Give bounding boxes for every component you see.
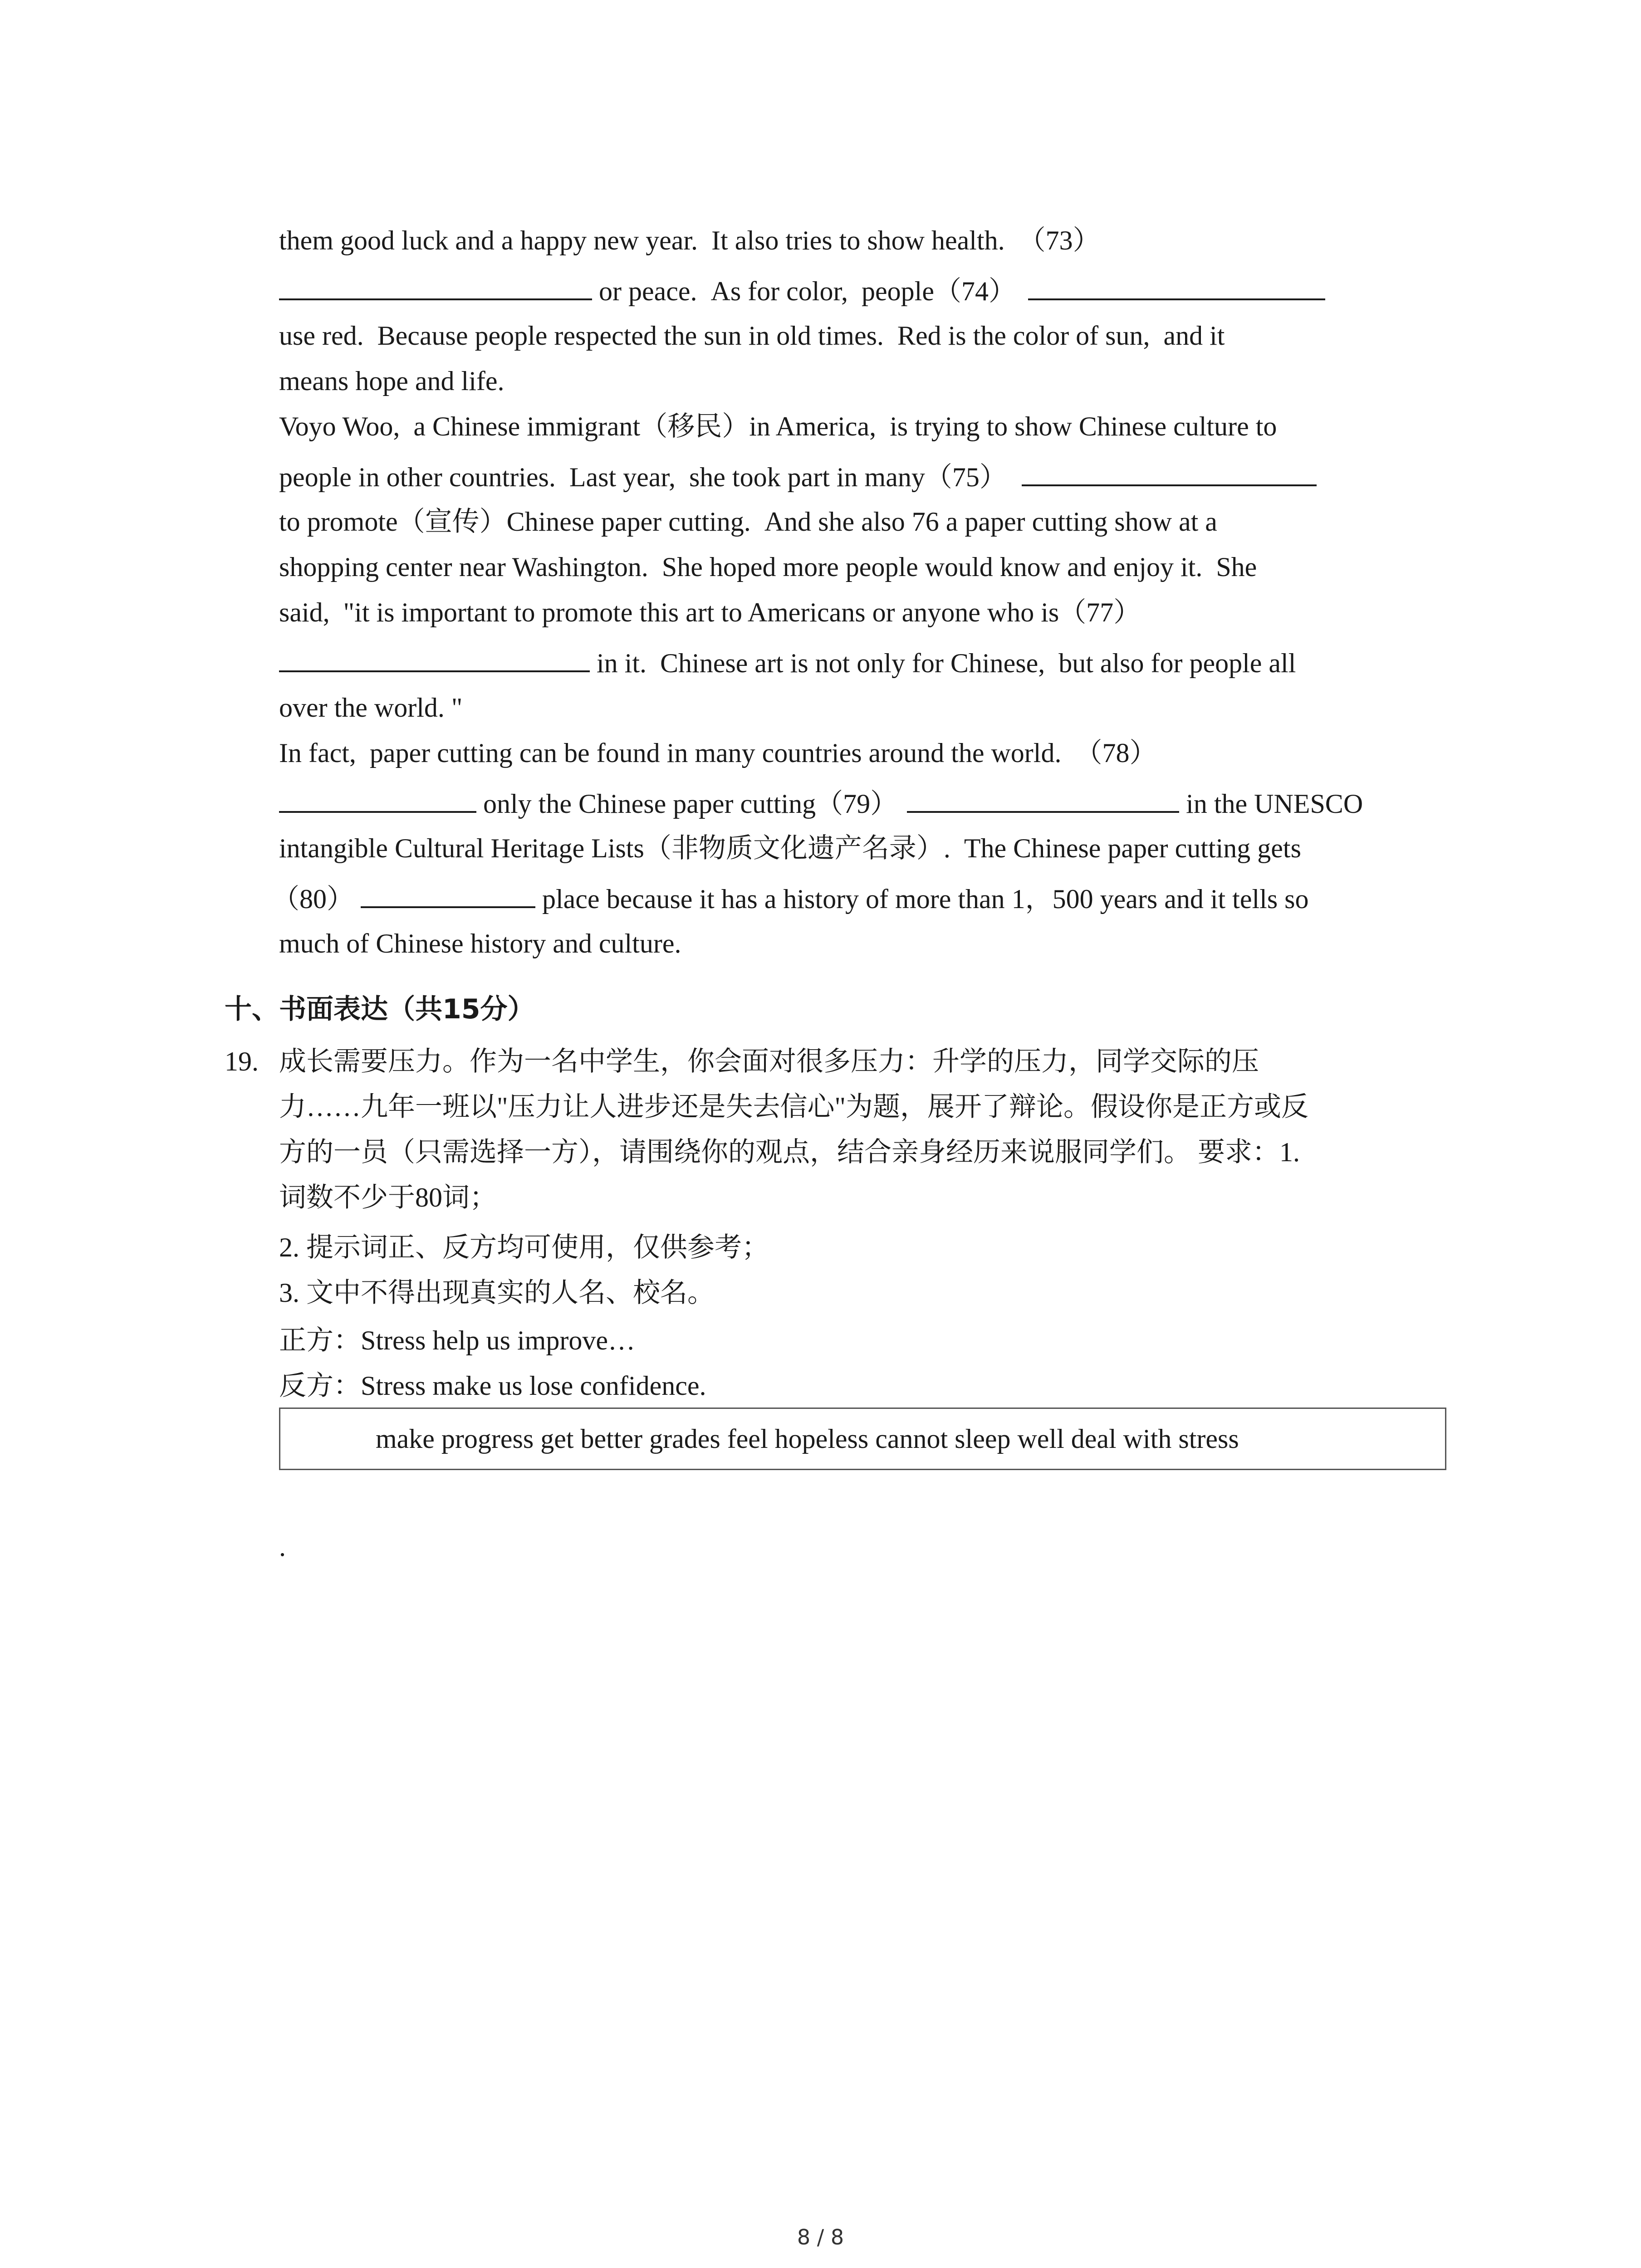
section-title: 十、书面表达（共15分） bbox=[225, 993, 535, 1025]
passage-line: use red. Because people respected the sun in old times. Red is the color of sun, and it bbox=[279, 321, 1225, 351]
question-text: 成长需要压力。作为一名中学生，你会面对很多压力：升学的压力，同学交际的压 bbox=[279, 1046, 1259, 1076]
question-text: 力……九年一班以"压力让人进步还是失去信心"为题，展开了辩论。假设你是正方或反 bbox=[279, 1092, 1308, 1122]
passage-line: intangible Cultural Heritage Lists（非物质文化遗产名录）. The Chinese paper cutting gets bbox=[279, 833, 1301, 863]
passage-text: or peace. As for color, people（74） bbox=[592, 276, 1016, 306]
passage-line: In fact, paper cutting can be found in many countries around the world. （78） bbox=[279, 738, 1157, 768]
passage-line: said, "it is important to promote this art to Americans or anyone who is（77） bbox=[279, 597, 1141, 627]
answer-blank-77[interactable] bbox=[279, 644, 590, 672]
passage-text: in the UNESCO bbox=[1179, 789, 1363, 819]
pro-side bbox=[279, 1322, 635, 1359]
answer-blank-78[interactable] bbox=[279, 785, 476, 813]
passage-text: people in other countries. Last year, she took part in many（75） bbox=[279, 462, 1007, 492]
question-text: 方的一员（只需选择一方），请围绕你的观点，结合亲身经历来说服同学们。 要求：1. bbox=[279, 1137, 1300, 1167]
question-text: 词数不少于80词； bbox=[279, 1183, 497, 1212]
passage-text: （80） bbox=[272, 884, 354, 914]
answer-blank-80[interactable] bbox=[361, 880, 535, 908]
passage-line bbox=[279, 458, 1317, 495]
con-label: 反方： bbox=[279, 1371, 361, 1401]
passage-line: shopping center near Washington. She hoped more people would know and enjoy it. She bbox=[279, 552, 1257, 582]
passage-text: only the Chinese paper cutting（79） bbox=[476, 789, 898, 819]
requirement-2: 2. 提示词正、反方均可使用，仅供参考； bbox=[279, 1232, 769, 1262]
question-number: 19. bbox=[225, 1046, 259, 1076]
passage-line: much of Chinese history and culture. bbox=[279, 929, 681, 958]
pro-text: Stress help us improve… bbox=[361, 1325, 635, 1355]
passage-line: Voyo Woo, a Chinese immigrant（移民）in America, is trying to show Chinese culture to bbox=[279, 411, 1277, 441]
passage-line: means hope and life. bbox=[279, 366, 505, 396]
requirement-3: 3. 文中不得出现真实的人名、校名。 bbox=[279, 1278, 715, 1308]
pro-label: 正方： bbox=[279, 1325, 361, 1355]
answer-area-dot: . bbox=[279, 1532, 286, 1562]
con-side bbox=[279, 1368, 706, 1404]
passage-text: place because it has a history of more than 1，500 years and it tells so bbox=[535, 884, 1309, 914]
passage-line bbox=[279, 272, 1325, 309]
hint-words-box bbox=[279, 1408, 1446, 1470]
answer-blank-73[interactable] bbox=[279, 272, 592, 300]
passage-line bbox=[279, 785, 1363, 822]
passage-line bbox=[272, 880, 1309, 917]
passage-line: to promote（宣传）Chinese paper cutting. And she also 76 a paper cutting show at a bbox=[279, 507, 1217, 537]
passage-line: over the world. " bbox=[279, 693, 463, 723]
passage-text: in it. Chinese art is not only for Chinese, but also for people all bbox=[590, 648, 1296, 678]
hint-words: make progress get better grades feel hopeless cannot sleep well deal with stress bbox=[376, 1424, 1239, 1454]
con-text: Stress make us lose confidence. bbox=[361, 1371, 706, 1401]
answer-blank-74[interactable] bbox=[1028, 272, 1325, 300]
page-number: 8 / 8 bbox=[797, 2225, 844, 2249]
passage-line: them good luck and a happy new year. It also tries to show health. （73） bbox=[279, 225, 1100, 255]
passage-line bbox=[279, 644, 1296, 681]
answer-blank-75[interactable] bbox=[1022, 458, 1317, 486]
answer-blank-79[interactable] bbox=[907, 785, 1179, 813]
